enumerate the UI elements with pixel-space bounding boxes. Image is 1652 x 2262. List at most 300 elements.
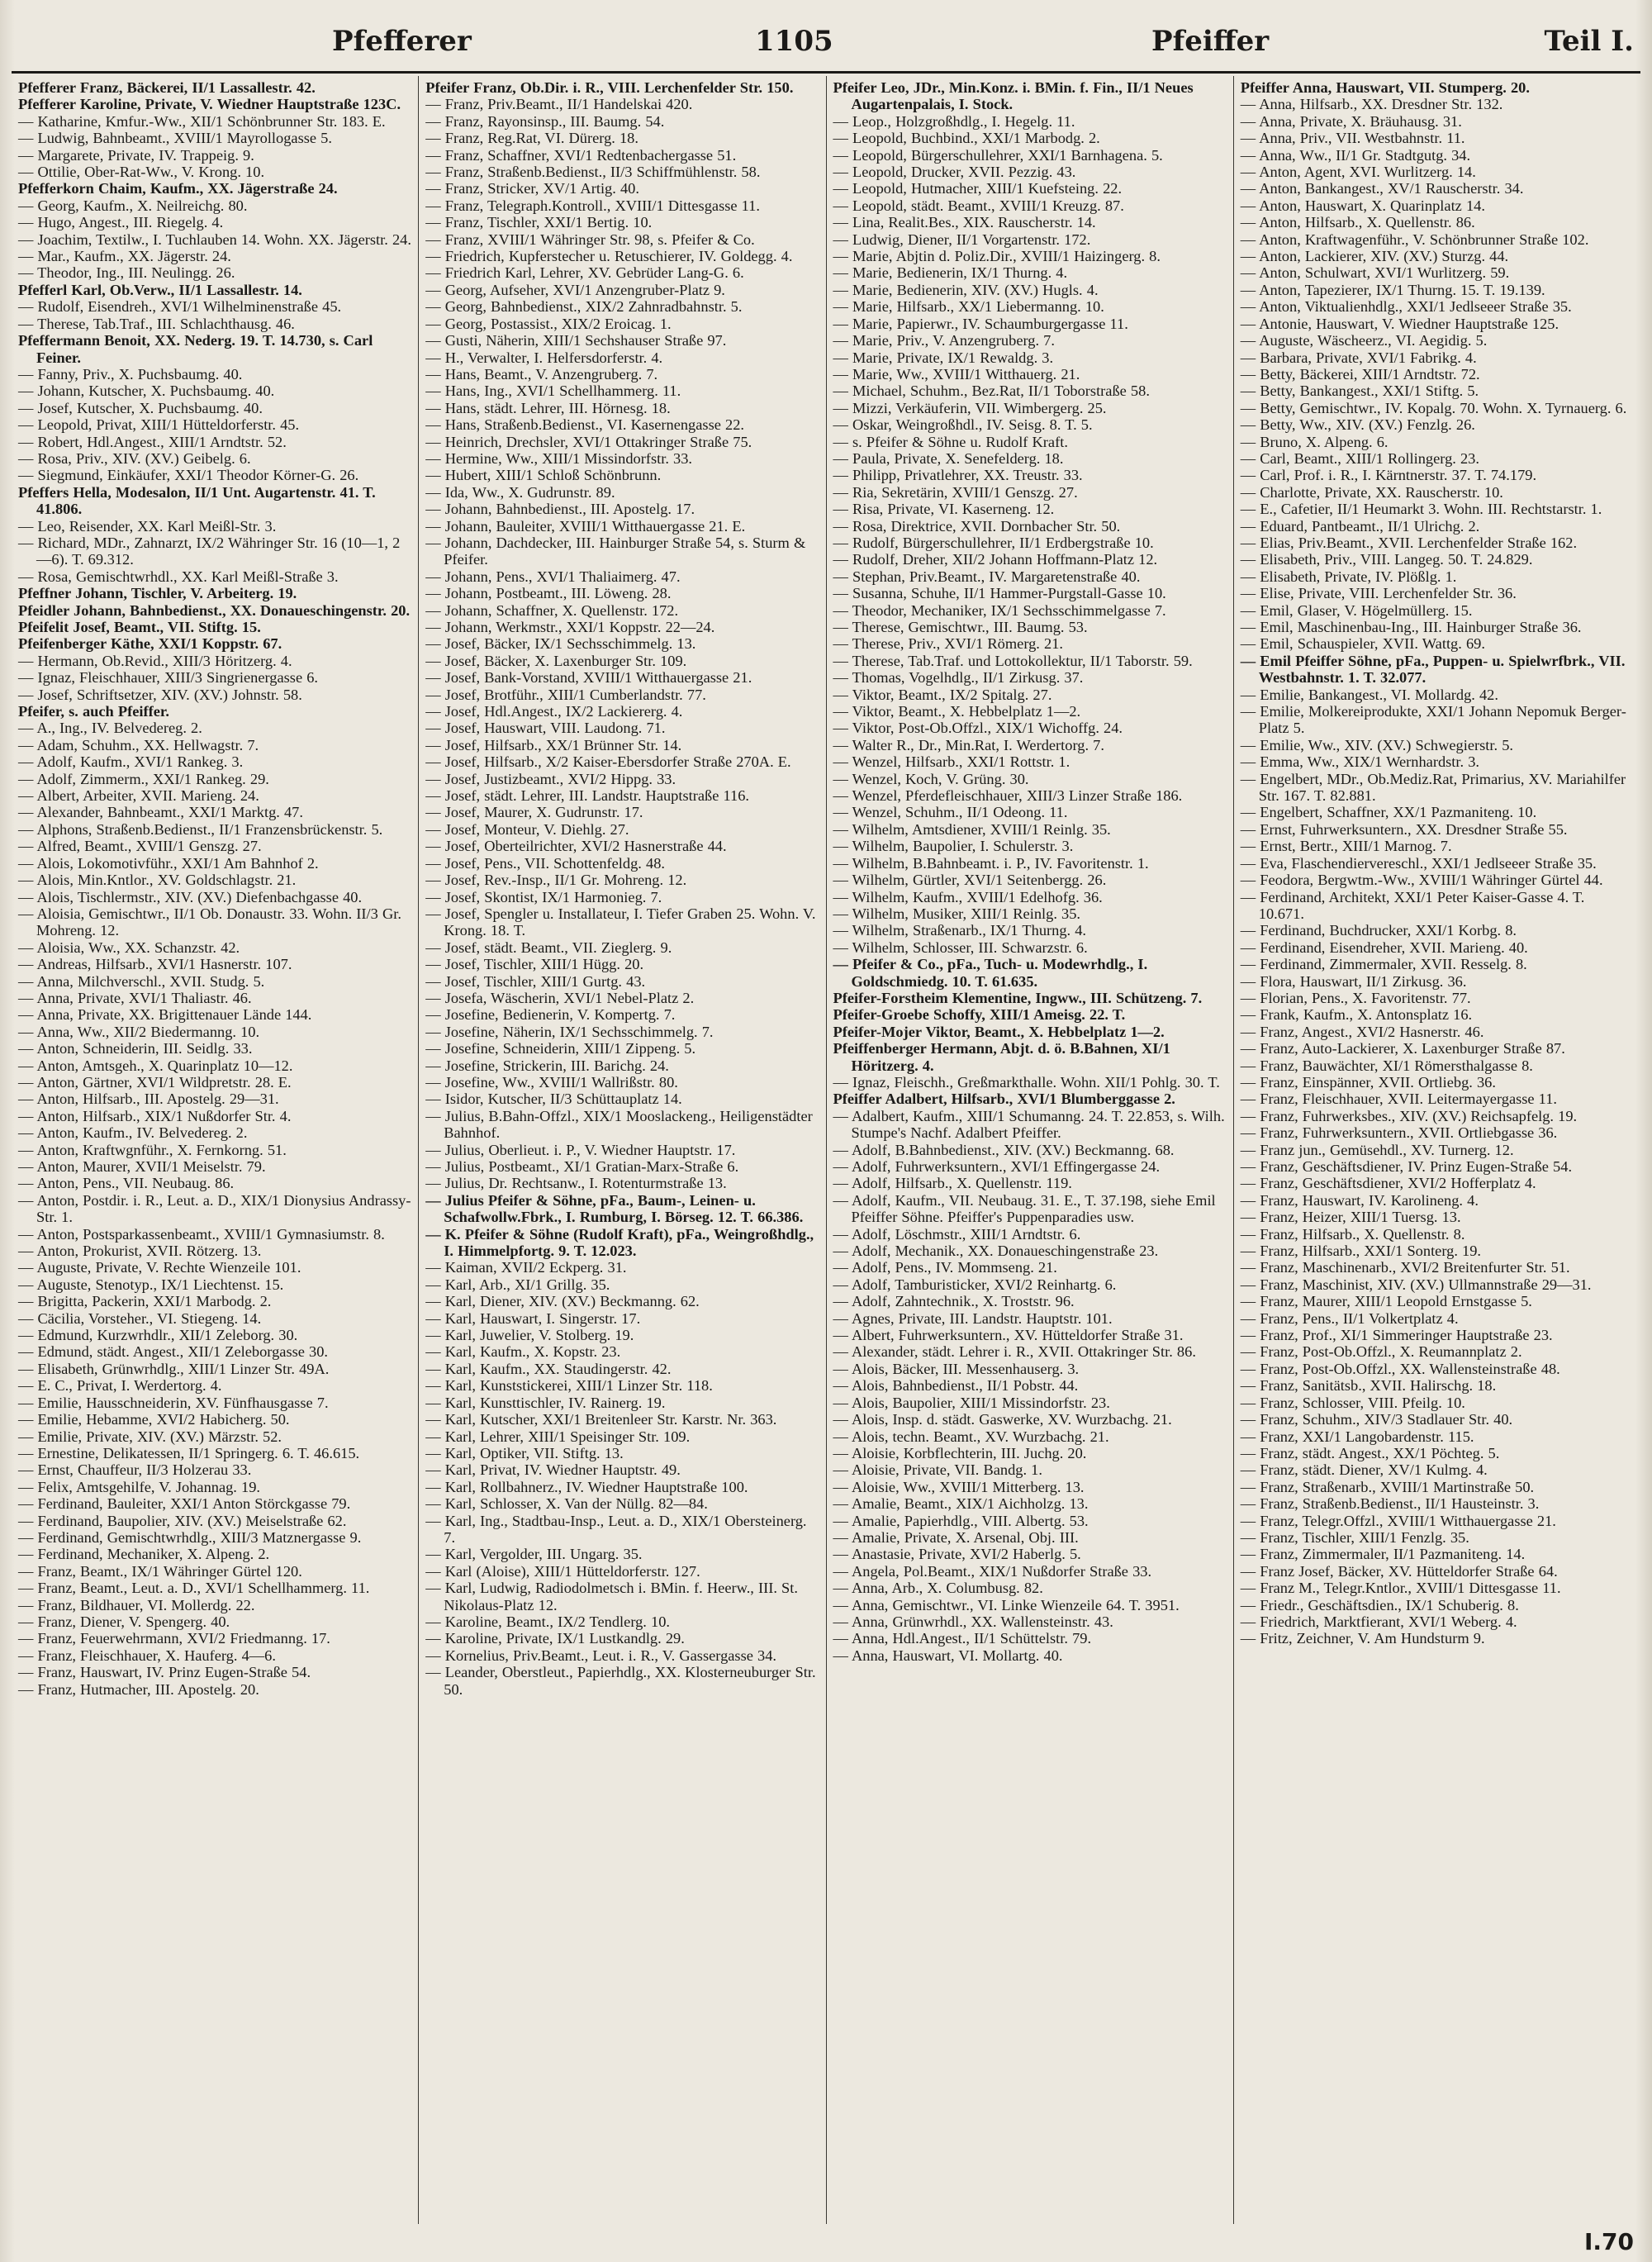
directory-entry: — Anton, Maurer, XVII/1 Meiselstr. 79. <box>18 1158 266 1175</box>
directory-entry: — Alois, Tischlermstr., XIV. (XV.) Diefenbachgasse 40. <box>18 888 363 905</box>
directory-entry: — Anna, Milchverschl., XVII. Studg. 5. <box>18 972 265 990</box>
directory-entry: — Adolf, Zahntechnik., X. Troststr. 96. <box>833 1293 1075 1310</box>
directory-entry: — Josef, Spengler u. Installateur, I. Tiefer Graben 25. Wohn. V. Krong. 18. T. <box>425 905 816 939</box>
directory-entry: — H., Verwalter, I. Helfersdorferstr. 4. <box>425 349 663 366</box>
directory-entry: — Julius, B.Bahn-Offzl., XIX/1 Mooslackeng., Heiligenstädter Bahnhof. <box>425 1107 813 1142</box>
directory-entry: — Karl, Kutscher, XXI/1 Breitenleer Str. Karstr. Nr. 363. <box>425 1411 777 1428</box>
directory-entry: — Elise, Private, VIII. Lerchenfelder Str. 36. <box>1240 585 1517 602</box>
directory-entry: — Johann, Postbeamt., III. Löweng. 28. <box>425 585 672 602</box>
directory-entry: — Flora, Hauswart, II/1 Zirkusg. 36. <box>1240 972 1467 990</box>
directory-entry: Pfeifer Leo, JDr., Min.Konz. i. BMin. f. Fin., II/1 Neues Augartenpalais, I. Stock. <box>833 79 1194 113</box>
directory-entry: — Leopold, Bürgerschullehrer, XXI/1 Barnhagena. 5. <box>833 146 1163 164</box>
directory-entry: — Richard, MDr., Zahnarzt, IX/2 Währinger Str. 16 (10—1, 2—6). T. 69.312. <box>18 534 401 568</box>
directory-entry: — Emil, Glaser, V. Högelmüllerg. 15. <box>1240 601 1473 619</box>
directory-entry: — Franz, Hilfsarb., XXI/1 Sonterg. 19. <box>1240 1243 1482 1260</box>
directory-entry: — Franz, Beamt., IX/1 Währinger Gürtel 120. <box>18 1562 302 1580</box>
directory-entry: — Carl, Beamt., XIII/1 Rollingerg. 23. <box>1240 449 1479 467</box>
directory-entry: — Josef, städt. Beamt., VII. Zieglerg. 9. <box>425 939 672 956</box>
directory-entry: — Wilhelm, Schlosser, III. Schwarzstr. 6. <box>833 939 1088 956</box>
directory-entry: Pfeidler Johann, Bahnbedienst., XX. Donaueschingenstr. 20. <box>18 601 411 619</box>
directory-entry: — Marie, Ww., XVIII/1 Witthauerg. 21. <box>833 365 1080 383</box>
directory-entry: — Anton, Amtsgeh., X. Quarinplatz 10—12. <box>18 1057 293 1074</box>
directory-entry: — Bruno, X. Alpeng. 6. <box>1240 433 1389 450</box>
directory-entry: — Rudolf, Bürgerschullehrer, II/1 Erdbergstraße 10. <box>833 534 1154 551</box>
directory-entry: — Therese, Priv., XVI/1 Römerg. 21. <box>833 635 1063 653</box>
directory-entry: Pfefferl Karl, Ob.Verw., II/1 Lassallestr. 14. <box>18 281 302 298</box>
directory-entry: — Adolf, Tamburisticker, XVI/2 Reinhartg. 6. <box>833 1276 1117 1293</box>
directory-entry: — Hans, Beamt., V. Anzengruberg. 7. <box>425 365 658 383</box>
directory-entry: — Wilhelm, Straßenarb., IX/1 Thurng. 4. <box>833 922 1087 939</box>
directory-entry: — Anna, Priv., VII. Westbahnstr. 11. <box>1240 130 1465 147</box>
directory-entry: — Emilie, Private, XIV. (XV.) Märzstr. 52. <box>18 1428 282 1445</box>
directory-entry: — Josef, städt. Lehrer, III. Landstr. Hauptstraße 116. <box>425 787 749 805</box>
directory-entry: — Franz, Reg.Rat, VI. Dürerg. 18. <box>425 130 638 147</box>
directory-entry: — Adolf, Löschmstr., XIII/1 Arndtstr. 6. <box>833 1225 1081 1243</box>
directory-entry: — Josef, Tischler, XIII/1 Hügg. 20. <box>425 956 644 973</box>
directory-entry: — Marie, Bedienerin, XIV. (XV.) Hugls. 4. <box>833 281 1099 298</box>
directory-entry: — Franz, Schlosser, VIII. Pfeilg. 10. <box>1240 1394 1465 1411</box>
directory-entry: — Karl, Arb., XI/1 Grillg. 35. <box>425 1276 610 1293</box>
directory-entry: — Marie, Bedienerin, IX/1 Thurng. 4. <box>833 264 1068 282</box>
directory-entry: — Wenzel, Pferdefleischhauer, XIII/3 Linzer Straße 186. <box>833 787 1183 805</box>
directory-entry: — Josef, Hilfsarb., XX/1 Brünner Str. 14. <box>425 736 682 753</box>
directory-entry: — Josefine, Ww., XVIII/1 Wallrißstr. 80. <box>425 1073 678 1091</box>
directory-entry: — Josef, Hdl.Angest., IX/2 Lackiererg. 4. <box>425 703 683 720</box>
directory-entry: — E. C., Privat, I. Werdertorg. 4. <box>18 1377 222 1395</box>
directory-entry: — Karl, Juwelier, V. Stolberg. 19. <box>425 1327 634 1344</box>
directory-entry: — Angela, Pol.Beamt., XIX/1 Nußdorfer Straße 33. <box>833 1562 1152 1580</box>
directory-entry: Pfeffner Johann, Tischler, V. Arbeiterg. 19. <box>18 585 297 602</box>
column-4 <box>1234 76 1640 2224</box>
directory-entry: — Franz, Schuhm., XIV/3 Stadlauer Str. 40. <box>1240 1411 1513 1428</box>
directory-entry: — Franz, Priv.Beamt., II/1 Handelskai 420. <box>425 96 693 113</box>
directory-entry: — A., Ing., IV. Belvedereg. 2. <box>18 720 202 737</box>
directory-entry: — Alexander, Bahnbeamt., XXI/1 Marktg. 47. <box>18 804 303 821</box>
directory-entry: — Charlotte, Private, XX. Rauscherstr. 10. <box>1240 483 1503 501</box>
directory-entry: — Rosa, Priv., XIV. (XV.) Geibelg. 6. <box>18 449 251 467</box>
directory-entry: — Pfeifer & Co., pFa., Tuch- u. Modewrhdlg., I. Goldschmiedg. 10. T. 61.635. <box>833 956 1148 990</box>
directory-entry: — Hugo, Angest., III. Riegelg. 4. <box>18 214 224 231</box>
directory-entry: — Ferdinand, Architekt, XXI/1 Peter Kaiser-Gasse 4. T. 10.671. <box>1240 888 1585 922</box>
directory-entry: — Leopold, Buchbind., XXI/1 Marbodg. 2. <box>833 130 1100 147</box>
directory-entry: — Anton, Schulwart, XVI/1 Wurlitzerg. 59. <box>1240 264 1510 282</box>
directory-entry: — Franz, Zimmermaler, II/1 Pazmaniteng. 14. <box>1240 1546 1526 1563</box>
directory-entry: — s. Pfeifer & Söhne u. Rudolf Kraft. <box>833 433 1068 450</box>
directory-entry: — Anton, Kaufm., IV. Belvedereg. 2. <box>18 1124 248 1142</box>
directory-entry: — Franz, Telegr.Offzl., XVIII/1 Witthauergasse 21. <box>1240 1512 1556 1529</box>
directory-entry: — Anton, Tapezierer, IX/1 Thurng. 15. T. 19.139. <box>1240 281 1545 298</box>
directory-entry: — Anton, Pens., VII. Neubaug. 86. <box>18 1175 235 1192</box>
directory-entry: — Wilhelm, Musiker, XIII/1 Reinlg. 35. <box>833 905 1080 922</box>
directory-entry: — Marie, Private, IX/1 Rewaldg. 3. <box>833 349 1054 366</box>
directory-entry: — Ferdinand, Buchdrucker, XXI/1 Korbg. 8. <box>1240 922 1517 939</box>
directory-entry: — Aloisie, Private, VII. Bandg. 1. <box>833 1461 1042 1479</box>
directory-entry: — Franz, städt. Angest., XX/1 Pöchteg. 5. <box>1240 1444 1500 1461</box>
directory-entry: — Karl, Rollbahnerz., IV. Wiedner Hauptstraße 100. <box>425 1478 748 1495</box>
directory-entry: — Johann, Bahnbedienst., III. Apostelg. 17. <box>425 501 695 518</box>
directory-entry: — Alois, Bäcker, III. Messenhauserg. 3. <box>833 1360 1080 1377</box>
directory-entry: — Johann, Dachdecker, III. Hainburger Straße 54, s. Sturm & Pfeifer. <box>425 534 806 568</box>
directory-entry: — Anton, Hilfsarb., X. Quellenstr. 86. <box>1240 214 1475 231</box>
directory-entry: — Wilhelm, Kaufm., XVIII/1 Edelhofg. 36. <box>833 888 1103 905</box>
directory-entry: — Franz, Fleischhauer, X. Hauferg. 4—6. <box>18 1647 276 1664</box>
directory-entry: — Felix, Amtsgehilfe, V. Johannag. 19. <box>18 1478 260 1495</box>
directory-entry: — Karl, Kunststickerei, XIII/1 Linzer Str. 118. <box>425 1377 713 1395</box>
directory-entry: — Franz, Straßenb.Bedienst., II/1 Hausteinstr. 3. <box>1240 1495 1540 1513</box>
directory-entry: — Theodor, Ing., III. Neulingg. 26. <box>18 264 235 282</box>
directory-entry: — Adolf, Zimmerm., XXI/1 Rankeg. 29. <box>18 770 269 787</box>
directory-entry: — Anton, Prokurist, XVII. Rötzerg. 13. <box>18 1243 262 1260</box>
directory-entry: — Josefine, Schneiderin, XIII/1 Zippeng. 5. <box>425 1040 696 1057</box>
directory-entry: — Leopold, Privat, XIII/1 Hütteldorferstr. 45. <box>18 416 300 434</box>
directory-entry: — Karl, Kunsttischler, IV. Rainerg. 19. <box>425 1394 666 1411</box>
directory-entry: — Emilie, Hausschneiderin, XV. Fünfhausgasse 7. <box>18 1394 329 1411</box>
directory-entry: — Leopold, Drucker, XVII. Pezzig. 43. <box>833 164 1076 181</box>
directory-entry: Pfeifer Franz, Ob.Dir. i. R., VIII. Lerchenfelder Str. 150. <box>425 79 794 96</box>
directory-entry: — Leopold, städt. Beamt., XVIII/1 Kreuzg. 87. <box>833 197 1124 214</box>
directory-entry: — Franz, Hilfsarb., X. Quellenstr. 8. <box>1240 1225 1465 1243</box>
directory-entry: — Florian, Pens., X. Favoritenstr. 77. <box>1240 989 1471 1006</box>
directory-entry: — Karl, Ing., Stadtbau-Insp., Leut. a. D., XIX/1 Obersteinerg. 7. <box>425 1512 807 1546</box>
directory-entry: — Rudolf, Eisendreh., XVI/1 Wilhelminenstraße 45. <box>18 298 342 316</box>
directory-entry: — Betty, Bankangest., XXI/1 Stiftg. 5. <box>1240 383 1479 400</box>
directory-entry: — Emilie, Molkereiprodukte, XXI/1 Johann Nepomuk Berger-Platz 5. <box>1240 703 1626 737</box>
directory-entry: — Therese, Tab.Traf. und Lottokollektur, II/1 Taborstr. 59. <box>833 652 1193 669</box>
directory-entry: — Eva, Flaschendiervereschl., XXI/1 Jedlseeer Straße 35. <box>1240 854 1597 872</box>
directory-entry: — Franz, Schaffner, XVI/1 Redtenbachergasse 51. <box>425 146 737 164</box>
directory-entry: — Adalbert, Kaufm., XIII/1 Schumanng. 24. T. 22.853, s. Wilh. Stumpe's Nachf. Adalbert Pfeiffer. <box>833 1107 1225 1142</box>
directory-entry: — Josef, Rev.-Insp., II/1 Gr. Mohreng. 12. <box>425 872 687 889</box>
directory-entry: — Emilie, Ww., XIV. (XV.) Schwegierstr. 5. <box>1240 736 1513 753</box>
directory-entry: — Aloisie, Korbflechterin, III. Juchg. 20. <box>833 1444 1087 1461</box>
directory-entry: — E., Cafetier, II/1 Heumarkt 3. Wohn. III. Rechtstarstr. 1. <box>1240 501 1602 518</box>
directory-entry: — Johann, Schaffner, X. Quellenstr. 172. <box>425 601 679 619</box>
directory-entry: — Michael, Schuhm., Bez.Rat, II/1 Toborstraße 58. <box>833 383 1150 400</box>
directory-entry: — Josefine, Näherin, IX/1 Sechsschimmelg. 7. <box>425 1023 714 1040</box>
directory-entry: — Oskar, Weingroßhdl., IV. Seisg. 8. T. 5. <box>833 416 1093 434</box>
directory-entry: — Anton, Kraftwgnführ., X. Fernkorng. 51. <box>18 1141 287 1158</box>
directory-entry: — Alois, Min.Kntlor., XV. Goldschlagstr. 21. <box>18 872 297 889</box>
directory-entry: — Robert, Hdl.Angest., XIII/1 Arndtstr. 52. <box>18 433 287 450</box>
directory-entry: — Ernst, Fuhrwerksuntern., XX. Dresdner Straße 55. <box>1240 820 1568 838</box>
directory-entry: — Karoline, Beamt., IX/2 Tendlerg. 10. <box>425 1613 670 1630</box>
directory-entry: — Franz, Tischler, XIII/1 Fenzlg. 35. <box>1240 1528 1469 1546</box>
directory-entry: — Agnes, Private, III. Landstr. Hauptstr. 101. <box>833 1309 1113 1327</box>
directory-entry: — Franz, Bauwächter, XI/1 Römersthalgasse 8. <box>1240 1057 1533 1074</box>
directory-entry: — Engelbert, Schaffner, XX/1 Pazmaniteng. 10. <box>1240 804 1537 821</box>
directory-entry: — Julius, Postbeamt., XI/1 Gratian-Marx-Straße 6. <box>425 1158 739 1175</box>
directory-entry: — Kornelius, Priv.Beamt., Leut. i. R., V. Gassergasse 34. <box>425 1647 776 1664</box>
directory-entry: — Karoline, Private, IX/1 Lustkandlg. 29. <box>425 1630 685 1647</box>
directory-entry: Pfefferkorn Chaim, Kaufm., XX. Jägerstraße 24. <box>18 180 338 197</box>
directory-entry: Pfefferer Franz, Bäckerei, II/1 Lassallestr. 42. <box>18 79 316 96</box>
directory-entry: — Betty, Gemischtwr., IV. Kopalg. 70. Wohn. X. Tyrnauerg. 6. <box>1240 399 1627 416</box>
directory-entry: — Paula, Private, X. Senefelderg. 18. <box>833 449 1064 467</box>
directory-entry: — Auguste, Private, V. Rechte Wienzeile 101. <box>18 1259 301 1276</box>
directory-entry: — Adolf, Fuhrwerksuntern., XVI/1 Effingergasse 24. <box>833 1158 1161 1175</box>
directory-entry: — Adolf, B.Bahnbedienst., XIV. (XV.) Beckmanng. 68. <box>833 1141 1175 1158</box>
directory-entry: — Susanna, Schuhe, II/1 Hammer-Purgstall-Gasse 10. <box>833 585 1166 602</box>
directory-entry: — Brigitta, Packerin, XXI/1 Marbodg. 2. <box>18 1293 272 1310</box>
directory-entry: — Franz, Bildhauer, VI. Mollerdg. 22. <box>18 1596 255 1613</box>
directory-entry: — Franz, XXI/1 Langobardenstr. 115. <box>1240 1428 1474 1445</box>
directory-entry: — Anna, Ww., II/1 Gr. Stadtgutg. 34. <box>1240 146 1471 164</box>
directory-entry: — Mizzi, Verkäuferin, VII. Wimbergerg. 25. <box>833 399 1107 416</box>
directory-entry: — Wilhelm, Amtsdiener, XVIII/1 Reinlg. 35. <box>833 820 1111 838</box>
directory-entry: — Ria, Sekretärin, XVIII/1 Genszg. 27. <box>833 483 1078 501</box>
directory-entry: Pfeifelit Josef, Beamt., VII. Stiftg. 15. <box>18 619 261 635</box>
directory-entry: — Marie, Priv., V. Anzengruberg. 7. <box>833 332 1055 349</box>
directory-entry: — Franz, Hauswart, IV. Karolineng. 4. <box>1240 1191 1479 1209</box>
directory-entry: — Betty, Ww., XIV. (XV.) Fenzlg. 26. <box>1240 416 1475 434</box>
directory-entry: — Karl, Ludwig, Radiodolmetsch i. BMin. f. Heerw., III. St. Nikolaus-Platz 12. <box>425 1580 798 1613</box>
directory-entry: — Johann, Kutscher, X. Puchsbaumg. 40. <box>18 383 275 400</box>
directory-entry: — Josef, Kutscher, X. Puchsbaumg. 40. <box>18 399 263 416</box>
directory-entry: — Karl, Privat, IV. Wiedner Hauptstr. 49. <box>425 1461 681 1479</box>
directory-entry: — Franz, Maurer, XIII/1 Leopold Ernstgasse 5. <box>1240 1293 1532 1310</box>
directory-entry: — Franz, Stricker, XV/1 Artig. 40. <box>425 180 639 197</box>
directory-entry: — Josef, Oberteilrichter, XVI/2 Hasnerstraße 44. <box>425 838 727 855</box>
directory-entry: — Franz, Straßenb.Bedienst., II/3 Schiffmühlenstr. 58. <box>425 164 761 181</box>
directory-entry: — Albert, Fuhrwerksuntern., XV. Hütteldorfer Straße 31. <box>833 1327 1184 1344</box>
directory-entry: — Barbara, Private, XVI/1 Fabrikg. 4. <box>1240 349 1477 366</box>
directory-entry: — Josef, Brotführ., XIII/1 Cumberlandstr. 77. <box>425 686 706 703</box>
directory-entry: — Josef, Maurer, X. Gudrunstr. 17. <box>425 804 643 821</box>
directory-entry: — Therese, Tab.Traf., III. Schlachthausg. 46. <box>18 315 295 332</box>
directory-entry: — Wenzel, Koch, V. Grüng. 30. <box>833 770 1029 787</box>
directory-entry: — Ernst, Chauffeur, II/3 Holzerau 33. <box>18 1461 252 1479</box>
directory-entry: — Hans, Ing., XVI/1 Schellhammerg. 11. <box>425 383 681 400</box>
directory-entry: — Franz, Fuhrwerksuntern., XVII. Ortliebgasse 36. <box>1240 1124 1558 1142</box>
directory-entry: — Karl, Kaufm., X. Kopstr. 23. <box>425 1343 621 1361</box>
header-first-name: Pfefferer <box>332 25 472 58</box>
directory-entry: — Anton, Schneiderin, III. Seidlg. 33. <box>18 1040 253 1057</box>
directory-entry: — Aloisia, Gemischtwr., II/1 Ob. Donaustr. 33. Wohn. II/3 Gr. Mohreng. 12. <box>18 905 401 939</box>
directory-entry: — Ignaz, Fleischhauer, XIII/3 Singrienergasse 6. <box>18 669 319 687</box>
directory-entry: — Margarete, Private, IV. Trappeig. 9. <box>18 146 254 164</box>
directory-entry: — Anton, Bankangest., XV/1 Rauscherstr. 34. <box>1240 180 1524 197</box>
directory-entry: — Carl, Prof. i. R., I. Kärntnerstr. 37. T. 74.179. <box>1240 467 1537 484</box>
directory-entry: — Johann, Bauleiter, XVIII/1 Witthauergasse 21. E. <box>425 517 746 535</box>
directory-entry: — Josef, Hauswart, VIII. Laudong. 71. <box>425 720 666 737</box>
directory-entry: — Franz, Hauswart, IV. Prinz Eugen-Straße 54. <box>18 1664 311 1681</box>
directory-entry: — Fritz, Zeichner, V. Am Hundsturm 9. <box>1240 1630 1485 1647</box>
directory-entry: — Marie, Papierwr., IV. Schaumburgergasse 11. <box>833 315 1128 332</box>
directory-entry: — Franz, Hutmacher, III. Apostelg. 20. <box>18 1680 259 1698</box>
directory-entry: — Josef, Pens., VII. Schottenfeldg. 48. <box>425 854 665 872</box>
directory-entry: — Adolf, Kaufm., VII. Neubaug. 31. E., T. 37.198, siehe Emil Pfeiffer Söhne. Pfeiffer's Puppenparadies usw. <box>833 1191 1216 1226</box>
directory-entry: — Friedr., Geschäftsdien., IX/1 Schuberig. 8. <box>1240 1596 1519 1613</box>
page-signature: I.70 <box>1583 2228 1634 2255</box>
directory-entry: — Franz, Auto-Lackierer, X. Laxenburger Straße 87. <box>1240 1040 1565 1057</box>
directory-entry: — Franz, Angest., XVI/2 Hasnerstr. 46. <box>1240 1023 1484 1040</box>
directory-entry: — Karl, Kaufm., XX. Staudingerstr. 42. <box>425 1360 672 1377</box>
directory-entry: — Adolf, Kaufm., XVI/1 Rankeg. 3. <box>18 753 244 771</box>
directory-entry: — Anton, Postsparkassenbeamt., XVIII/1 Gymnasiumstr. 8. <box>18 1225 385 1243</box>
directory-entry: — Wilhelm, Baupolier, I. Schulerstr. 3. <box>833 838 1074 855</box>
directory-entry: — Joachim, Textilw., I. Tuchlauben 14. Wohn. XX. Jägerstr. 24. <box>18 230 411 248</box>
directory-entry: Pfeiffer Anna, Hauswart, VII. Stumperg. 20. <box>1240 79 1530 96</box>
directory-entry: — Josef, Schriftsetzer, XIV. (XV.) Johnstr. 58. <box>18 686 302 703</box>
directory-entry: — Theodor, Mechaniker, IX/1 Sechsschimmelgasse 7. <box>833 601 1166 619</box>
directory-entry: — Lina, Realit.Bes., XIX. Rauscherstr. 14. <box>833 214 1096 231</box>
directory-entry: — Alexander, städt. Lehrer i. R., XVII. Ottakringer Str. 86. <box>833 1343 1196 1361</box>
directory-entry: — Auguste, Wäscheerz., VI. Aegidig. 5. <box>1240 332 1488 349</box>
directory-entry: — Siegmund, Einkäufer, XXI/1 Theodor Körner-G. 26. <box>18 467 359 484</box>
directory-entry: — Hans, städt. Lehrer, III. Hörnesg. 18. <box>425 399 671 416</box>
directory-entry: — Rudolf, Dreher, XII/2 Johann Hoffmann-Platz 12. <box>833 551 1158 568</box>
directory-entry: — Julius, Dr. Rechtsanw., I. Rotenturmstraße 13. <box>425 1175 727 1192</box>
directory-entry: — Heinrich, Drechsler, XVI/1 Ottakringer Straße 75. <box>425 433 752 450</box>
directory-entry: — Anna, Hilfsarb., XX. Dresdner Str. 132. <box>1240 96 1503 113</box>
directory-entry: — Julius Pfeifer & Söhne, pFa., Baum-, Leinen- u. Schafwollw.Fbrk., I. Rumburg, I. Börseg. 12. T. 66.386. <box>425 1191 804 1226</box>
directory-entry: — Amalie, Beamt., XIX/1 Aichholzg. 13. <box>833 1495 1089 1513</box>
directory-entry: — Anton, Hilfsarb., III. Apostelg. 29—31. <box>18 1091 279 1108</box>
directory-entry: — Franz, XVIII/1 Währinger Str. 98, s. Pfeifer & Co. <box>425 230 755 248</box>
directory-entry: — Josef, Hilfsarb., X/2 Kaiser-Ebersdorfer Straße 270A. E. <box>425 753 791 771</box>
directory-entry: — Anton, Kraftwagenführ., V. Schönbrunner Straße 102. <box>1240 230 1589 248</box>
directory-entry: — Karl, Diener, XIV. (XV.) Beckmanng. 62. <box>425 1293 700 1310</box>
directory-entry: — Franz jun., Gemüsehdl., XV. Turnerg. 12. <box>1240 1141 1514 1158</box>
page-number: 1105 <box>755 25 833 58</box>
directory-entry: — Friedrich, Kupferstecher u. Retuschierer, IV. Goldegg. 4. <box>425 248 793 265</box>
column-3 <box>827 76 1234 2224</box>
directory-entry: — Hermann, Ob.Revid., XIII/3 Höritzerg. 4. <box>18 652 292 669</box>
directory-entry: — Elisabeth, Priv., VIII. Langeg. 50. T. 24.829. <box>1240 551 1533 568</box>
directory-entry: — Elisabeth, Private, IV. Plößlg. 1. <box>1240 568 1457 585</box>
directory-entry: — Marie, Hilfsarb., XX/1 Liebermanng. 10. <box>833 298 1104 316</box>
directory-entry: — Josefine, Strickerin, III. Barichg. 24. <box>425 1057 669 1074</box>
directory-entry: — Josef, Skontist, IX/1 Harmonieg. 7. <box>425 888 662 905</box>
directory-entry: — Georg, Kaufm., X. Neilreichg. 80. <box>18 197 248 214</box>
directory-entry: — Friedrich Karl, Lehrer, XV. Gebrüder Lang-G. 6. <box>425 264 744 282</box>
directory-entry: — Emma, Ww., XIX/1 Wernhardstr. 3. <box>1240 753 1480 771</box>
directory-columns <box>12 76 1640 2224</box>
directory-entry: — Emilie, Bankangest., VI. Mollardg. 42. <box>1240 686 1498 703</box>
directory-entry: Pfeiffer Adalbert, Hilfsarb., XVI/1 Blumberggasse 2. <box>833 1091 1175 1108</box>
directory-entry: — Eduard, Pantbeamt., II/1 Ulrichg. 2. <box>1240 517 1480 535</box>
directory-entry: — Ferdinand, Mechaniker, X. Alpeng. 2. <box>18 1546 270 1563</box>
directory-entry: Pfeffers Hella, Modesalon, II/1 Unt. Augartenstr. 41. T. 41.806. <box>18 483 376 518</box>
directory-entry: Pfeifer, s. auch Pfeiffer. <box>18 703 169 720</box>
directory-entry: — Engelbert, MDr., Ob.Mediz.Rat, Primarius, XV. Mariahilfer Str. 167. T. 82.881. <box>1240 770 1626 805</box>
directory-entry: — Amalie, Private, X. Arsenal, Obj. III. <box>833 1528 1079 1546</box>
directory-entry: Pfeffermann Benoit, XX. Nederg. 19. T. 14.730, s. Carl Feiner. <box>18 332 373 366</box>
directory-entry: — Leopold, Hutmacher, XIII/1 Kuefsteing. 22. <box>833 180 1123 197</box>
directory-entry: — Karl, Vergolder, III. Ungarg. 35. <box>425 1546 643 1563</box>
directory-entry: — Anna, Private, XX. Brigittenauer Lände 144. <box>18 1006 312 1024</box>
directory-entry: — Philipp, Privatlehrer, XX. Treustr. 33. <box>833 467 1083 484</box>
directory-entry: — Ignaz, Fleischh., Greßmarkthalle. Wohn. XII/1 Pohlg. 30. T. <box>833 1073 1220 1091</box>
directory-entry: — Franz, Post-Ob.Offzl., XX. Wallensteinstraße 48. <box>1240 1360 1560 1377</box>
directory-entry: — Wilhelm, Gürtler, XVI/1 Seitenbergg. 26. <box>833 872 1107 889</box>
directory-entry: — Adolf, Mechanik., XX. Donaueschingenstraße 23. <box>833 1243 1159 1260</box>
directory-entry: — Ottilie, Ober-Rat-Ww., V. Krong. 10. <box>18 164 265 181</box>
directory-entry: — Franz, Maschinist, XIV. (XV.) Ullmannstraße 29—31. <box>1240 1276 1592 1293</box>
directory-entry: — Anna, Hauswart, VI. Mollartg. 40. <box>833 1647 1063 1664</box>
directory-entry: — Amalie, Papierhdlg., VIII. Albertg. 53. <box>833 1512 1089 1529</box>
directory-entry: — Anna, Arb., X. Columbusg. 82. <box>833 1580 1043 1597</box>
directory-entry: — Anastasie, Private, XVI/2 Haberlg. 5. <box>833 1546 1081 1563</box>
directory-entry: — Josef, Tischler, XIII/1 Gurtg. 43. <box>425 972 646 990</box>
directory-entry: — Stephan, Priv.Beamt., IV. Margaretenstraße 40. <box>833 568 1141 585</box>
directory-entry: — Kaiman, XVII/2 Eckperg. 31. <box>425 1259 627 1276</box>
directory-entry: — Fanny, Priv., X. Puchsbaumg. 40. <box>18 365 243 383</box>
directory-entry: — Franz, Diener, V. Spengerg. 40. <box>18 1613 230 1630</box>
directory-entry: — Georg, Bahnbedienst., XIX/2 Zahnradbahnstr. 5. <box>425 298 743 316</box>
directory-entry: Pfeifer-Forstheim Klementine, Ingww., III. Schützeng. 7. <box>833 989 1203 1006</box>
directory-entry: — Franz, Geschäftsdiener, IV. Prinz Eugen-Straße 54. <box>1240 1158 1573 1175</box>
directory-entry: — Franz, Sanitätsb., XVII. Halirschg. 18. <box>1240 1377 1497 1395</box>
directory-entry: — Anna, Gemischtwr., VI. Linke Wienzeile 64. T. 3951. <box>833 1596 1180 1613</box>
directory-entry: — Feodora, Bergwtm.-Ww., XVIII/1 Währinger Gürtel 44. <box>1240 872 1603 889</box>
directory-entry: — Franz, städt. Diener, XV/1 Kulmg. 4. <box>1240 1461 1488 1479</box>
directory-entry: — Franz, Rayonsinsp., III. Baumg. 54. <box>425 112 665 130</box>
directory-entry: — Elias, Priv.Beamt., XVII. Lerchenfelder Straße 162. <box>1240 534 1578 551</box>
directory-entry: — Elisabeth, Grünwrhdlg., XIII/1 Linzer Str. 49A. <box>18 1360 330 1377</box>
directory-entry: — Ernestine, Delikatessen, II/1 Springerg. 6. T. 46.615. <box>18 1444 360 1461</box>
directory-entry: — Anton, Lackierer, XIV. (XV.) Sturzg. 44. <box>1240 248 1509 265</box>
directory-entry: — Aloisia, Ww., XX. Schanzstr. 42. <box>18 939 240 956</box>
directory-entry: — Mar., Kaufm., XX. Jägerstr. 24. <box>18 248 231 265</box>
directory-entry: — Auguste, Stenotyp., IX/1 Liechtenst. 15. <box>18 1276 284 1293</box>
directory-entry: — Josef, Bäcker, X. Laxenburger Str. 109. <box>425 652 687 669</box>
column-1 <box>12 76 419 2224</box>
directory-entry: — Josef, Bäcker, IX/1 Sechsschimmelg. 13. <box>425 635 696 653</box>
directory-entry: — Franz, Maschinenarb., XVI/2 Breitenfurter Str. 51. <box>1240 1259 1570 1276</box>
directory-entry: — Anton, Gärtner, XVI/1 Wildpretstr. 28. E. <box>18 1073 292 1091</box>
directory-entry: — Antonie, Hauswart, V. Wiedner Hauptstraße 125. <box>1240 315 1559 332</box>
directory-entry: — Alois, Lokomotivführ., XXI/1 Am Bahnhof 2. <box>18 854 319 872</box>
directory-entry: — Ida, Ww., X. Gudrunstr. 89. <box>425 483 615 501</box>
directory-entry: — Julius, Oberlieut. i. P., V. Wiedner Hauptstr. 17. <box>425 1141 736 1158</box>
page-header <box>12 20 1640 74</box>
directory-entry: — Ludwig, Diener, II/1 Vorgartenstr. 172. <box>833 230 1091 248</box>
directory-entry: — Alois, Baupolier, XIII/1 Missindorfstr. 23. <box>833 1394 1110 1411</box>
directory-entry: — Albert, Arbeiter, XVII. Marieng. 24. <box>18 787 259 805</box>
directory-entry: — K. Pfeifer & Söhne (Rudolf Kraft), pFa., Weingroßhdlg., I. Himmelpfortg. 9. T. 12.023. <box>425 1225 814 1260</box>
directory-entry: — Karl, Lehrer, XIII/1 Speisinger Str. 109. <box>425 1428 691 1445</box>
directory-entry: — Anna, Hdl.Angest., II/1 Schüttelstr. 79. <box>833 1630 1092 1647</box>
directory-entry: — Anton, Hilfsarb., XIX/1 Nußdorfer Str. 4. <box>18 1107 292 1124</box>
directory-entry: — Georg, Aufseher, XVI/1 Anzengruber-Platz 9. <box>425 281 725 298</box>
header-last-name: Pfeiffer <box>1151 25 1270 58</box>
directory-entry: — Franz, Einspänner, XVII. Ortliebg. 36. <box>1240 1073 1496 1091</box>
directory-entry: — Josefine, Bedienerin, V. Kompertg. 7. <box>425 1006 676 1024</box>
directory-entry: — Risa, Private, VI. Kaserneng. 12. <box>833 501 1055 518</box>
directory-entry: — Karl, Optiker, VII. Stiftg. 13. <box>425 1444 624 1461</box>
column-2 <box>419 76 826 2224</box>
directory-entry: — Franz, Prof., XI/1 Simmeringer Hauptstraße 23. <box>1240 1327 1553 1344</box>
directory-entry: — Adolf, Pens., IV. Mommseng. 21. <box>833 1259 1057 1276</box>
directory-entry: — Viktor, Beamt., IX/2 Spitalg. 27. <box>833 686 1052 703</box>
directory-entry: — Franz, Heizer, XIII/1 Tuersg. 13. <box>1240 1209 1461 1226</box>
directory-entry: — Viktor, Post-Ob.Offzl., XIX/1 Wichoffg. 24. <box>833 720 1123 737</box>
directory-entry: — Johann, Pens., XVI/1 Thaliaimerg. 47. <box>425 568 681 585</box>
directory-entry: — Andreas, Hilfsarb., XVI/1 Hasnerstr. 107. <box>18 956 292 973</box>
directory-entry: — Ernst, Bertr., XIII/1 Marnog. 7. <box>1240 838 1452 855</box>
directory-entry: — Leander, Oberstleut., Papierhdlg., XX. Klosterneuburger Str. 50. <box>425 1664 816 1698</box>
directory-entry: — Josef, Justizbeamt., XVI/2 Hippg. 33. <box>425 770 676 787</box>
directory-entry: — Karl (Aloise), XIII/1 Hütteldorferstr. 127. <box>425 1562 700 1580</box>
directory-entry: — Anton, Viktualienhdlg., XXI/1 Jedlseeer Straße 35. <box>1240 298 1572 316</box>
directory-entry: — Alois, techn. Beamt., XV. Wurzbachg. 21. <box>833 1428 1109 1445</box>
directory-entry: — Anna, Ww., XII/2 Biedermanng. 10. <box>18 1023 260 1040</box>
directory-entry: — Alois, Insp. d. städt. Gaswerke, XV. Wurzbachg. 21. <box>833 1411 1172 1428</box>
directory-entry: — Leo, Reisender, XX. Karl Meißl-Str. 3. <box>18 517 277 535</box>
directory-entry: — Johann, Werkmstr., XXI/1 Koppstr. 22—24. <box>425 619 715 635</box>
directory-entry: Pfeifer-Groebe Schoffy, XIII/1 Ameisg. 22. T. <box>833 1006 1126 1024</box>
